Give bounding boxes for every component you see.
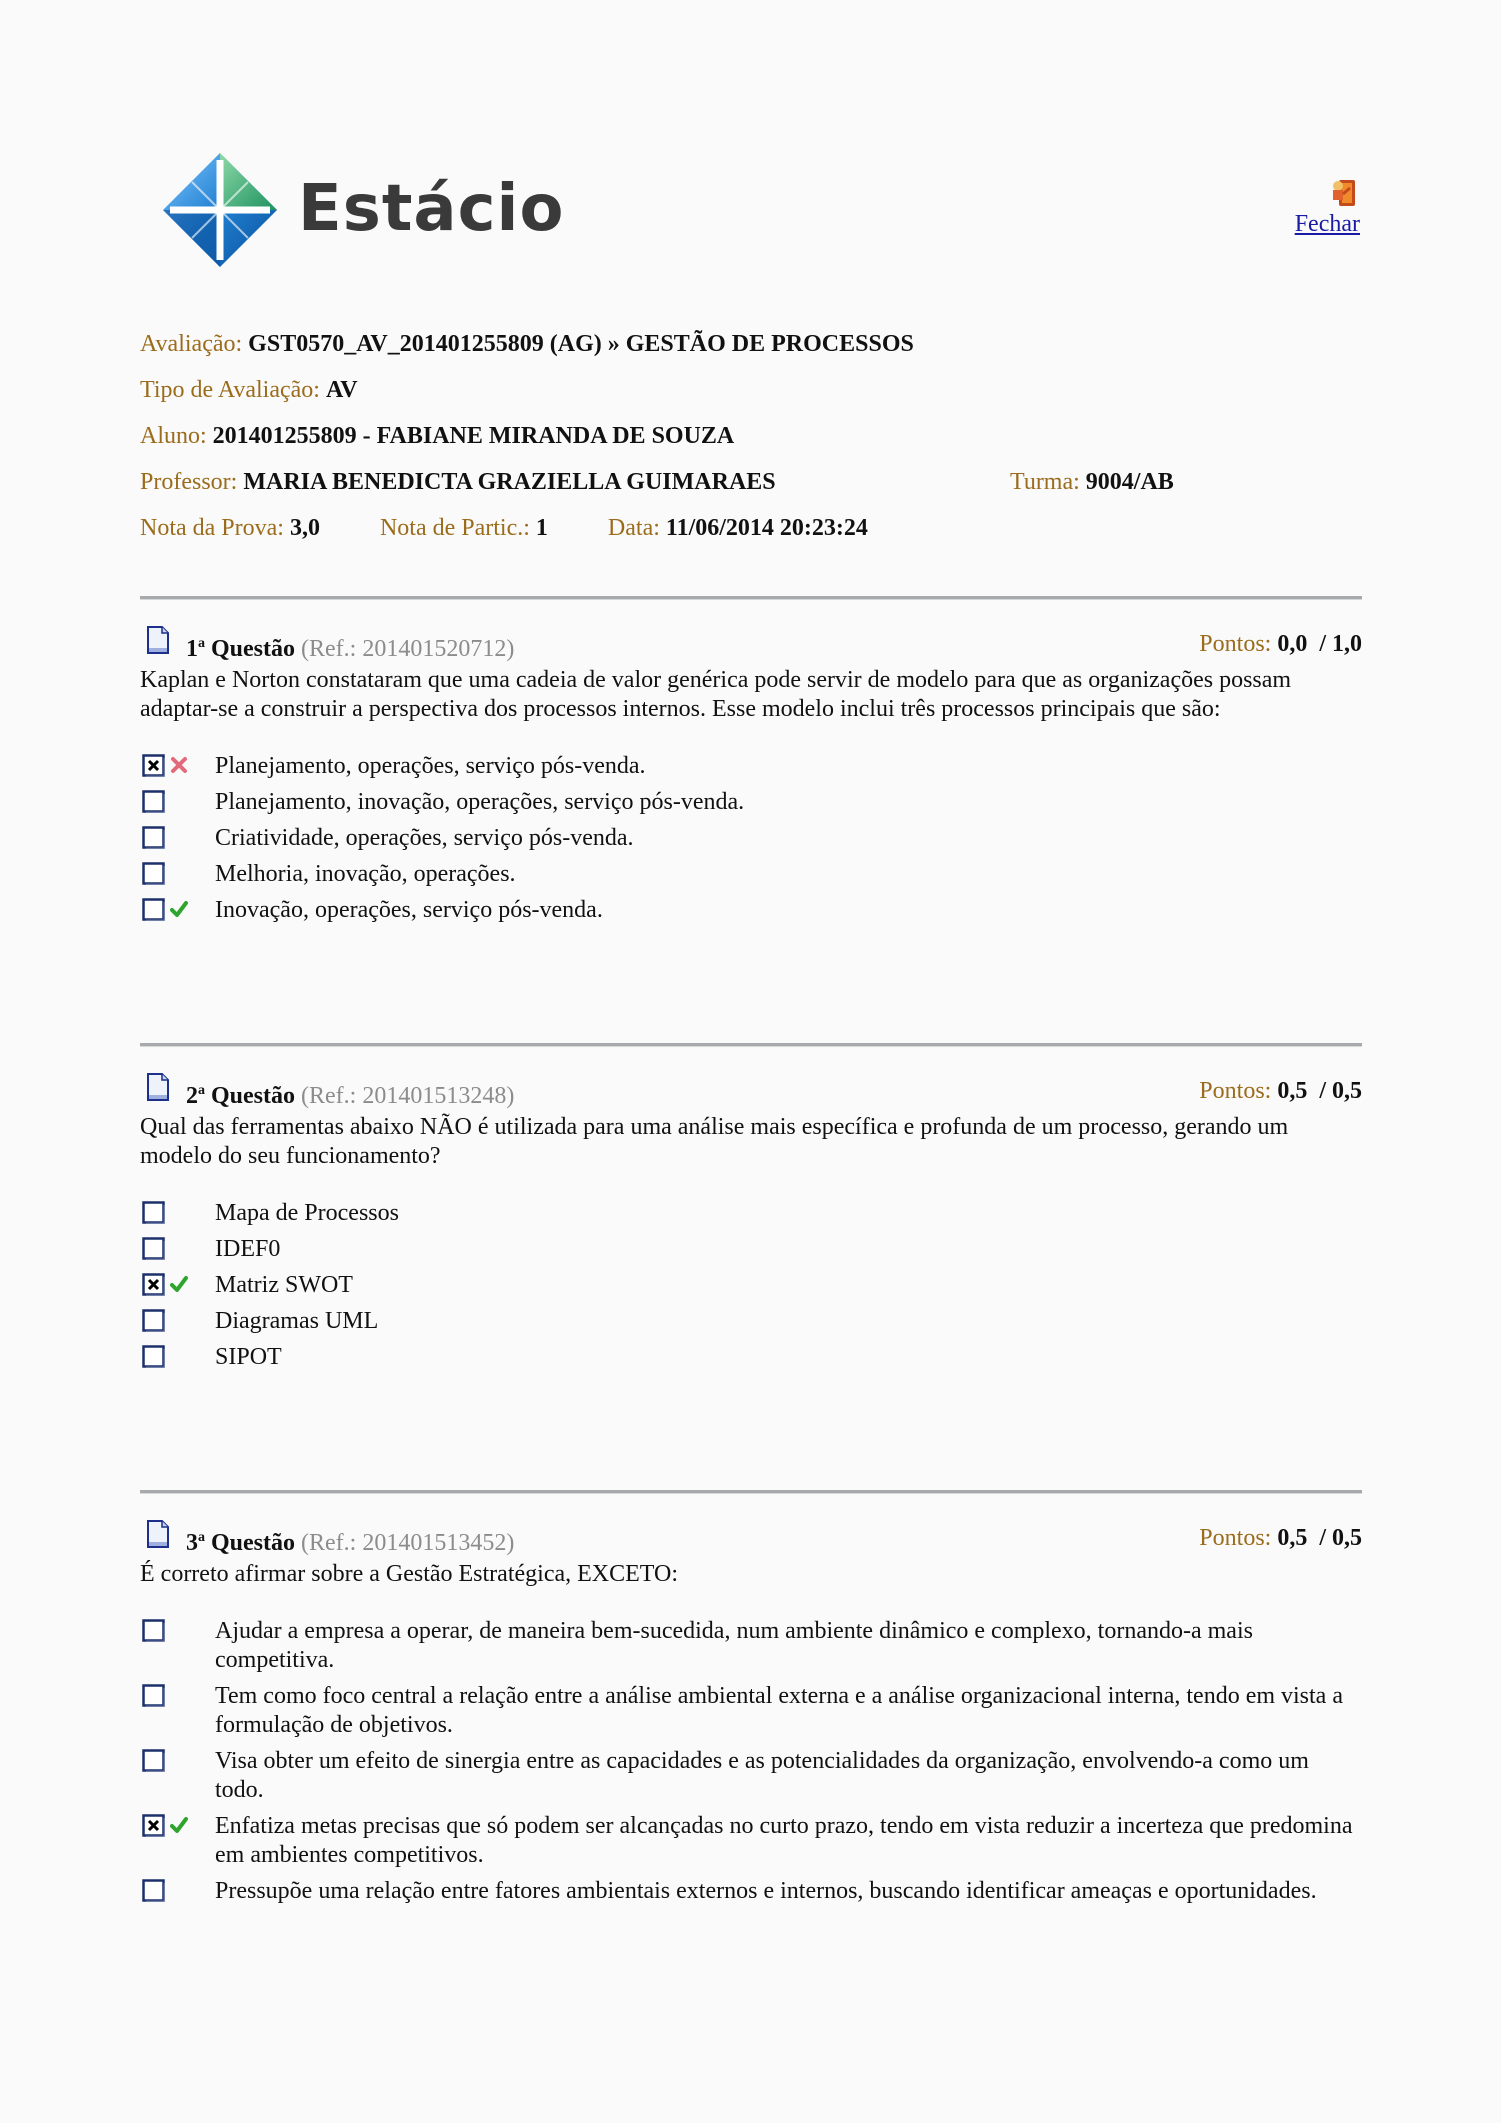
answer-options	[140, 1617, 1362, 1906]
question-document-icon	[146, 626, 170, 654]
aluno-value: 201401255809 - FABIANE MIRANDA DE SOUZA	[212, 423, 735, 449]
correct-check-icon	[170, 900, 188, 918]
option-text: Planejamento, operações, serviço pós-venda.	[215, 753, 646, 779]
question-number: 3	[186, 1530, 198, 1556]
points-obtained: 0,5	[1277, 1525, 1308, 1551]
question-header	[140, 626, 1362, 670]
checked-checkbox-icon	[142, 754, 166, 778]
answer-option[interactable]	[140, 860, 1362, 889]
checkbox-icon	[142, 790, 166, 814]
answer-option[interactable]	[140, 788, 1362, 817]
option-state	[142, 1879, 202, 1905]
option-text: IDEF0	[215, 1236, 281, 1262]
option-state	[142, 826, 202, 852]
avaliacao-value: GST0570_AV_201401255809 (AG) » GESTÃO DE PROCESSOS	[248, 331, 914, 357]
nota-partic-value: 1	[535, 515, 548, 541]
correct-check-icon	[170, 1816, 188, 1834]
checkbox-icon	[142, 1345, 166, 1369]
option-state	[142, 754, 202, 780]
professor-value: MARIA BENEDICTA GRAZIELLA GUIMARAES	[243, 469, 776, 495]
info-row-tipo	[140, 372, 1360, 418]
question-text: Qual das ferramentas abaixo NÃO é utilizada para uma análise mais específica e profunda de um processo, gerando um modelo do seu funcionamento?	[140, 1114, 1289, 1169]
option-text: SIPOT	[215, 1344, 282, 1370]
option-state	[142, 1345, 202, 1371]
points-label: Pontos:	[1199, 1525, 1272, 1551]
option-state	[142, 1309, 202, 1335]
points-total: / 1,0	[1319, 631, 1362, 657]
checkbox-icon	[142, 898, 166, 922]
option-text: Melhoria, inovação, operações.	[215, 861, 516, 887]
option-text: Planejamento, inovação, operações, serviço pós-venda.	[215, 789, 745, 815]
option-text: Enfatiza metas precisas que só podem ser alcançadas no curto prazo, tendo em vista reduzir a incerteza que predomina em ambientes competitivos.	[215, 1813, 1353, 1868]
question-label: Questão	[211, 1530, 295, 1556]
question-header	[140, 1520, 1362, 1564]
tipo-label: Tipo de Avaliação:	[140, 377, 320, 403]
question-title	[186, 626, 514, 667]
question-ordinal: a	[198, 1083, 205, 1098]
option-state	[142, 1201, 202, 1227]
info-row-notas	[140, 510, 1360, 556]
option-text: Matriz SWOT	[215, 1272, 353, 1298]
option-text: Tem como foco central a relação entre a análise ambiental externa e a análise organizacional interna, tendo em vista a formulação de objetivos.	[215, 1683, 1343, 1738]
nota-partic-label: Nota de Partic.:	[379, 515, 530, 541]
question-title	[186, 1073, 514, 1114]
question-number: 2	[186, 1083, 198, 1109]
exit-door-icon[interactable]	[1330, 176, 1360, 210]
professor-label: Professor:	[140, 469, 238, 495]
answer-option[interactable]	[140, 1682, 1362, 1740]
checkbox-icon	[142, 1309, 166, 1333]
checkbox-icon	[142, 1201, 166, 1225]
info-row-avaliacao	[140, 326, 1360, 372]
checkbox-icon	[142, 862, 166, 886]
points-label: Pontos:	[1199, 1078, 1272, 1104]
diamond-logo-icon	[160, 150, 280, 270]
question-ref: (Ref.: 201401513248)	[301, 1083, 515, 1109]
close-control[interactable]	[1280, 176, 1360, 238]
question-ref: (Ref.: 201401513452)	[301, 1530, 515, 1556]
estacio-logo	[160, 150, 580, 270]
question-divider	[140, 596, 1362, 600]
option-text: Mapa de Processos	[215, 1200, 399, 1226]
question-points	[1199, 1520, 1362, 1556]
avaliacao-label: Avaliação:	[140, 331, 243, 357]
question-label: Questão	[211, 1083, 295, 1109]
question-3	[140, 1490, 1362, 1913]
option-state	[142, 1619, 202, 1645]
option-text: Ajudar a empresa a operar, de maneira bem-sucedida, num ambiente dinâmico e complexo, tornando-a mais competitiva.	[215, 1618, 1253, 1673]
checked-checkbox-icon	[142, 1273, 166, 1297]
question-text: Kaplan e Norton constataram que uma cadeia de valor genérica pode servir de modelo para que as organizações possam adaptar-se a construir a perspectiva dos processos internos. Esse modelo inclui três processos principais que são:	[140, 667, 1292, 722]
answer-options	[140, 752, 1362, 925]
points-total: / 0,5	[1319, 1525, 1362, 1551]
question-ref: (Ref.: 201401520712)	[301, 636, 515, 662]
answer-option[interactable]	[140, 1307, 1362, 1336]
checkbox-icon	[142, 1237, 166, 1261]
checkbox-icon	[142, 826, 166, 850]
answer-option[interactable]	[140, 1812, 1362, 1870]
question-2	[140, 1043, 1362, 1379]
option-text: Visa obter um efeito de sinergia entre as capacidades e as potencialidades da organização, envolvendo-a como um todo.	[215, 1748, 1309, 1803]
answer-option[interactable]	[140, 896, 1362, 925]
question-document-icon	[146, 1073, 170, 1101]
option-text: Criatividade, operações, serviço pós-venda.	[215, 825, 634, 851]
option-state	[142, 862, 202, 888]
exam-info	[140, 326, 1360, 556]
tipo-value: AV	[325, 377, 358, 403]
option-text: Diagramas UML	[215, 1308, 379, 1334]
answer-option[interactable]	[140, 1747, 1362, 1805]
question-document-icon	[146, 1520, 170, 1548]
info-row-aluno	[140, 418, 1360, 464]
option-state	[142, 790, 202, 816]
option-state	[142, 1814, 202, 1840]
question-title	[186, 1520, 514, 1561]
question-points	[1199, 1073, 1362, 1109]
option-state	[142, 1684, 202, 1710]
answer-option[interactable]	[140, 1235, 1362, 1264]
question-ordinal: a	[198, 1530, 205, 1545]
option-text: Inovação, operações, serviço pós-venda.	[215, 897, 603, 923]
answer-option[interactable]	[140, 1877, 1362, 1906]
question-ordinal: a	[198, 636, 205, 651]
points-obtained: 0,0	[1277, 631, 1308, 657]
answer-option[interactable]	[140, 824, 1362, 853]
question-points	[1199, 626, 1362, 662]
question-header	[140, 1073, 1362, 1117]
correct-check-icon	[170, 1275, 188, 1293]
answer-option[interactable]	[140, 1271, 1362, 1300]
aluno-label: Aluno:	[140, 423, 207, 449]
option-state	[142, 898, 202, 924]
answer-option[interactable]	[140, 1343, 1362, 1372]
points-total: / 0,5	[1319, 1078, 1362, 1104]
question-text: É correto afirmar sobre a Gestão Estratégica, EXCETO:	[140, 1561, 679, 1587]
answer-option[interactable]	[140, 1199, 1362, 1228]
checkbox-icon	[142, 1619, 166, 1643]
turma-value: 9004/AB	[1085, 469, 1174, 495]
question-divider	[140, 1490, 1362, 1494]
option-state	[142, 1273, 202, 1299]
turma	[1010, 464, 1174, 500]
question-1	[140, 596, 1362, 932]
data-label: Data:	[607, 515, 660, 541]
answer-option[interactable]	[140, 1617, 1362, 1675]
data-value: 11/06/2014 20:23:24	[665, 515, 868, 541]
question-number: 1	[186, 636, 198, 662]
info-row-professor	[140, 464, 1360, 510]
turma-label: Turma:	[1010, 469, 1080, 495]
nota-prova-value: 3,0	[289, 515, 320, 541]
option-text: Pressupõe uma relação entre fatores ambientais externos e internos, buscando identificar ameaças e oportunidades.	[215, 1878, 1317, 1904]
checkbox-icon	[142, 1749, 166, 1773]
question-label: Questão	[211, 636, 295, 662]
checked-checkbox-icon	[142, 1814, 166, 1838]
answer-option[interactable]	[140, 752, 1362, 781]
wrong-x-icon	[170, 756, 188, 774]
logo-text: Estácio	[298, 172, 565, 246]
answer-options	[140, 1199, 1362, 1372]
points-obtained: 0,5	[1277, 1078, 1308, 1104]
question-divider	[140, 1043, 1362, 1047]
option-state	[142, 1749, 202, 1775]
nota-prova-label: Nota da Prova:	[140, 515, 284, 541]
checkbox-icon	[142, 1684, 166, 1708]
checkbox-icon	[142, 1879, 166, 1903]
close-link[interactable]: Fechar	[1294, 211, 1360, 237]
option-state	[142, 1237, 202, 1263]
points-label: Pontos:	[1199, 631, 1272, 657]
